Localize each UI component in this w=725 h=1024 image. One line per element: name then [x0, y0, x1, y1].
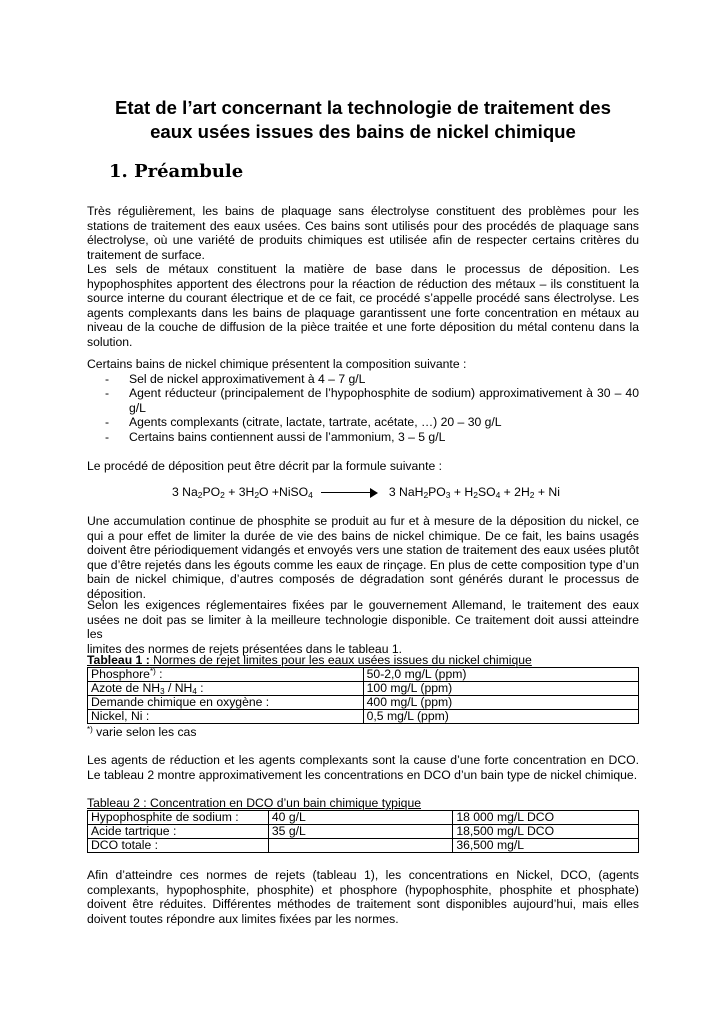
- text-line: que d’être rejetés dans les égouts comme les eaux de rinçage. En plus de cette composition type d’un: [87, 557, 639, 572]
- section-title: Préambule: [134, 161, 244, 182]
- text-line: hypophosphites apportent des électrons pour la réaction de réduction des métaux – ils constituent la: [87, 276, 639, 291]
- text-line: Afin d’atteindre ces normes de rejets (tableau 1), les concentrations en Nickel, DCO, (agents: [87, 868, 639, 882]
- text-line: qui a pour effet de limiter la durée de vie des bains de nickel chimique. De ce fait, les bains usagés: [87, 528, 639, 543]
- table-cell: Phosphore*) :: [88, 668, 364, 682]
- table-row: [88, 811, 639, 825]
- text-line: stations de traitement des eaux usées. Ces bains sont utilisés pour des procédés de plaquage sans: [87, 218, 639, 233]
- accumulation-paragraph-1: [87, 514, 639, 602]
- title-line: Etat de l’art concernant la technologie de traitement des: [115, 97, 611, 118]
- title-line: eaux usées issues des bains de nickel chimique: [150, 121, 576, 142]
- table-cell: Hypophosphite de sodium :: [88, 811, 269, 825]
- section-heading: [109, 160, 243, 184]
- table-cell: Azote de $NH_3 / NH_4$ :: [88, 682, 364, 696]
- text-line: doivent être réduites. Différentes méthodes de traitement sont disponibles aujourd’hui, mais elles: [87, 897, 639, 912]
- table-cell: 50-2,0 mg/L (ppm): [363, 668, 638, 682]
- table-row: [88, 696, 639, 710]
- document-title: [87, 96, 639, 144]
- table1: [87, 667, 639, 724]
- table-cell: Demande chimique en oxygène :: [88, 696, 364, 710]
- table-cell: 18 000 mg/L DCO: [453, 811, 639, 825]
- list-item: - Certains bains contiennent aussi de l’ammonium, 3 – 5 g/L: [87, 430, 639, 445]
- table2-caption: Tableau 2 : Concentration en DCO d’un bain chimique typique: [87, 796, 422, 810]
- text-line: source interne du courant électrique et de ce fait, ce procédé s’appelle procédé sans électrolyse. Les: [87, 291, 639, 306]
- table1-caption: Tableau 1 : Normes de rejet limites pour les eaux usées issues du nickel chimique: [87, 653, 532, 667]
- text-line: Les agents de réduction et les agents complexants sont la cause d’une forte concentration en DCO.: [87, 753, 639, 767]
- text-line: doivent toutes répondre aux limites fixées par les normes.: [87, 911, 399, 926]
- composition-section: [87, 357, 639, 445]
- table-cell: 100 mg/L (ppm): [363, 682, 638, 696]
- table-row: [88, 682, 639, 696]
- table-cell: Nickel, Ni :: [88, 710, 364, 724]
- formula-lead: Le procédé de déposition peut être décrit par la formule suivante :: [87, 459, 443, 473]
- equation-rhs: 3 $NaH_2PO_3 + H_2SO_4 + 2H_2 + Ni$: [388, 485, 560, 500]
- text-line: Le tableau 2 montre approximativement les concentrations en DCO d’un bain type de nickel chimique.: [87, 767, 638, 782]
- table-cell: 400 mg/L (ppm): [363, 696, 638, 710]
- table-cell: 18,500 mg/L DCO: [453, 825, 639, 839]
- section-number: 1.: [109, 161, 128, 182]
- text-line: doivent être périodiquement vidangés et envoyés vers une station de traitement des eaux usées plutôt: [87, 543, 639, 558]
- equation-lhs: 3 $Na_2PO_2 + 3H_2O$ +NiSO$_4$: [172, 485, 313, 500]
- intro-paragraph-1: [87, 204, 639, 262]
- reaction-arrow-icon: [321, 488, 378, 498]
- table-row: [88, 839, 639, 853]
- intro-paragraph-2: [87, 262, 639, 350]
- text-line: électrolyse, où une variété de produits chimiques est utilisée afin de respecter certains critères du: [87, 233, 639, 248]
- text-line: bain de nickel chimique, d’autres composés de dégradation sont générés durant le processus de: [87, 572, 639, 587]
- text-line: Une accumulation continue de phosphite se produit au fur et à mesure de la déposition du nickel, ce: [87, 514, 639, 528]
- list-item: - Agents complexants (citrate, lactate, tartrate, acétate, …) 20 – 30 g/L: [87, 415, 639, 430]
- text-line: agents complexants dans les bains de plaquage garantissent une forte concentration en métaux au: [87, 305, 639, 320]
- table-cell: 35 g/L: [268, 825, 452, 839]
- conclusion-paragraph: [87, 868, 639, 926]
- accumulation-paragraph-2: [87, 598, 639, 656]
- table-cell: 36,500 mg/L: [453, 839, 639, 853]
- table-cell: 0,5 mg/L (ppm): [363, 710, 638, 724]
- table1-footnote: *) varie selon les cas: [87, 725, 197, 739]
- table-row: [88, 668, 639, 682]
- text-line: usées ne doit pas se limiter à la meilleure technologie disponible. Ce traitement doit aussi atteindre les: [87, 612, 639, 642]
- table2: [87, 810, 639, 853]
- table-row: [88, 710, 639, 724]
- text-line: solution.: [87, 334, 133, 349]
- list-item: - Agent réducteur (principalement de l’hypophosphite de sodium) approximativement à 30 – 40 g/L: [87, 386, 639, 415]
- text-line: complexants, hypophosphite, phosphite) et phosphore (hypophosphite, phosphite et phosphate): [87, 882, 639, 897]
- text-line: niveau de la couche de diffusion de la pièce traitée et une forte déposition du métal contenu dans la: [87, 320, 639, 335]
- composition-list: [87, 372, 639, 445]
- table-row: [88, 825, 639, 839]
- text-line: déposition.: [87, 586, 146, 601]
- dco-paragraph: [87, 753, 639, 782]
- composition-lead: Certains bains de nickel chimique présentent la composition suivante :: [87, 357, 467, 371]
- text-line: traitement de surface.: [87, 247, 205, 262]
- text-line: limites des normes de rejets présentées dans le tableau 1.: [87, 641, 403, 656]
- table-cell: [268, 839, 452, 853]
- table-cell: DCO totale :: [88, 839, 269, 853]
- table-cell: Acide tartrique :: [88, 825, 269, 839]
- text-line: Selon les exigences réglementaires fixées par le gouvernement Allemand, le traitement des eaux: [87, 598, 639, 612]
- chemical-equation: [172, 484, 560, 500]
- list-item: - Sel de nickel approximativement à 4 – 7 g/L: [87, 372, 639, 387]
- text-line: Très régulièrement, les bains de plaquage sans électrolyse constituent des problèmes pour les: [87, 204, 639, 218]
- text-line: Les sels de métaux constituent la matière de base dans le processus de déposition. Les: [87, 262, 639, 276]
- table-cell: 40 g/L: [268, 811, 452, 825]
